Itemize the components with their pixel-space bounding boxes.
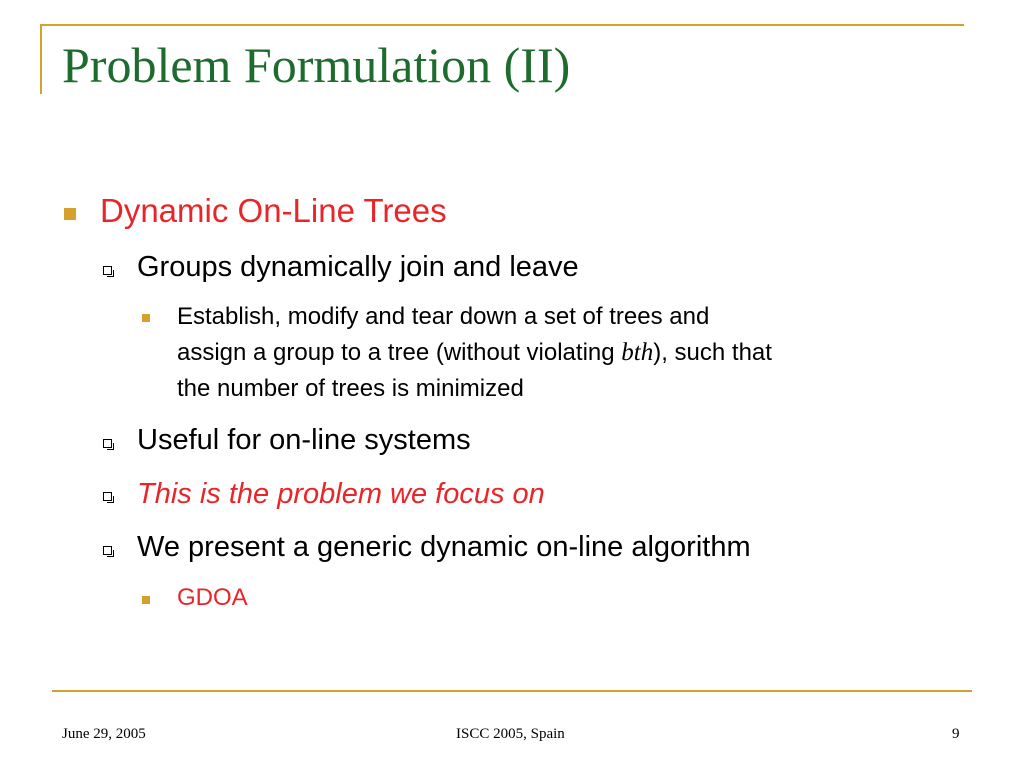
- hollow-square-bullet-icon: [103, 546, 112, 555]
- hollow-square-bullet-icon: [103, 439, 112, 448]
- footer-page-number: 9: [952, 726, 960, 742]
- bth-term: bth: [621, 339, 654, 366]
- bullet-establish-line-2-post: ), such that: [653, 339, 772, 366]
- bullet-generic-algorithm: We present a generic dynamic on-line algorithm: [137, 531, 751, 563]
- filled-square-bullet-icon: [142, 314, 150, 322]
- bullet-establish-line-1: Establish, modify and tear down a set of trees and: [177, 303, 710, 330]
- bullet-gdoa: GDOA: [177, 584, 248, 611]
- bullet-dynamic-online-trees: Dynamic On-Line Trees: [100, 192, 447, 229]
- slide-title: Problem Formulation (II): [62, 37, 571, 93]
- frame-top-rule: [40, 24, 964, 26]
- bullet-establish-trees: [177, 299, 772, 407]
- bullet-useful-online-systems: Useful for on-line systems: [137, 424, 471, 456]
- filled-square-bullet-icon: [142, 596, 150, 604]
- frame-left-rule: [40, 24, 42, 94]
- footer-divider: [52, 690, 972, 692]
- footer-conference: ISCC 2005, Spain: [456, 726, 565, 742]
- bullet-establish-line-3: the number of trees is minimized: [177, 375, 524, 402]
- hollow-square-bullet-icon: [103, 492, 112, 501]
- bullet-groups-join-leave: Groups dynamically join and leave: [137, 251, 579, 283]
- bullet-problem-focus: This is the problem we focus on: [137, 478, 545, 510]
- filled-square-bullet-icon: [64, 208, 76, 220]
- footer-date: June 29, 2005: [62, 726, 146, 742]
- hollow-square-bullet-icon: [103, 266, 112, 275]
- bullet-establish-line-2: [177, 335, 772, 371]
- bullet-establish-line-2-pre: assign a group to a tree (without violating: [177, 339, 622, 366]
